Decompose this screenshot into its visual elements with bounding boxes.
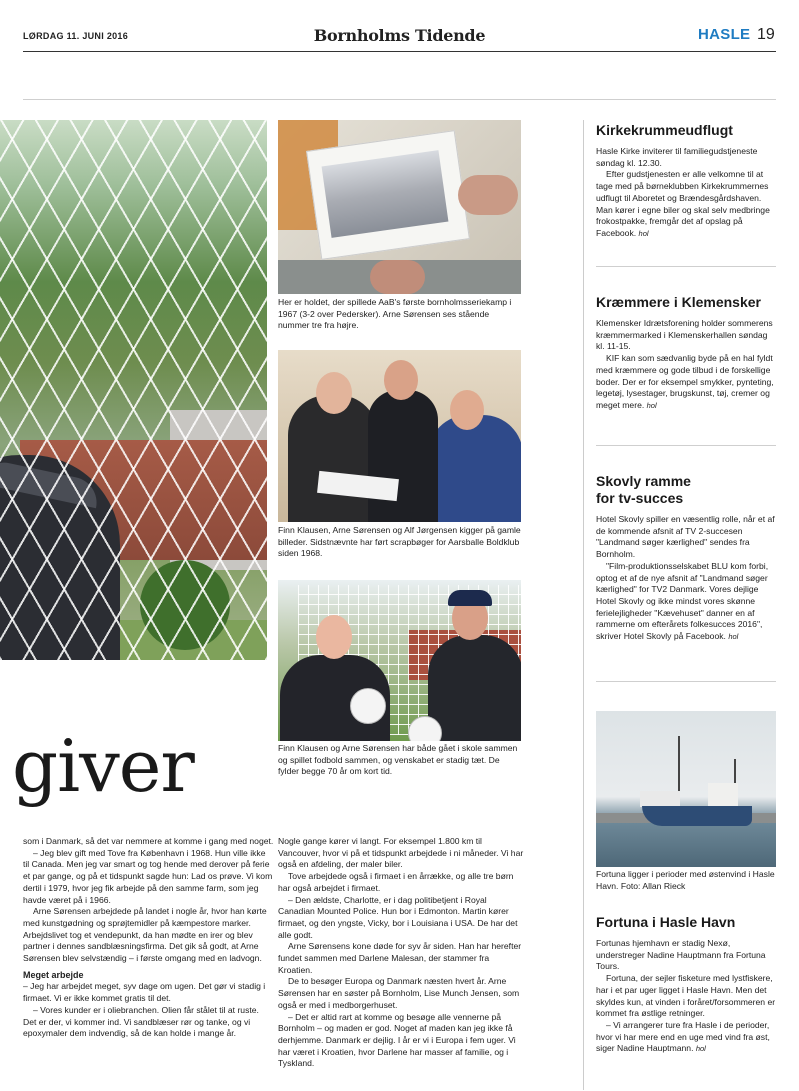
article-paragraph: Nogle gange kører vi langt. For eksempel 1.800 km til Vancouver, hvor vi på et tidspunkt arbejdede i ni måneder. Vi har også en afdeling, der maler biler.	[278, 836, 524, 870]
divider-rule	[23, 99, 776, 100]
brief-title-skovly	[596, 473, 781, 507]
article-paragraph: – Jeg har arbejdet meget, syv dage om ugen. Det gør vi stadig i firmaet. Vi er ikke kommet gratis til det.	[23, 981, 266, 1004]
brief-paragraph: – Vi arrangerer ture fra Hasle i de perioder, hvor vi har mere end en uge med vind fra øst, siger Nadine Hauptmann. hol	[596, 1019, 770, 1054]
photo-team-picture	[278, 120, 521, 294]
sidebar-divider	[583, 120, 584, 1090]
article-paragraph: Arne Sørensen arbejdede på landet i nogle år, hvor han kørte med kunstgødning og sprøjtemidler på kæmpestore marker. Arbejdslivet tog et vendepunkt, da han mødte en irer og blev partner i dennes sandblæsningsfirma. Det gik så godt, at Arne Sørensen blev selvstændig – i første omgang med en ladvogn.	[23, 906, 267, 964]
photo-caption-2: Finn Klausen, Arne Sørensen og Alf Jørgensen kigger på gamle billeder. Sidstnævnte har ført scrapbøger for Aarsballe Boldklub siden 1968.	[278, 525, 521, 559]
brief-title-kraemmere: Kræmmere i Klemensker	[596, 294, 761, 310]
brief-paragraph: Hasle Kirke inviterer til familiegudstjeneste søndag kl. 12.30.	[596, 146, 758, 168]
photo-three-men	[278, 350, 521, 522]
main-photo-goal-net	[0, 120, 267, 660]
brief-paragraph: Fortunas hjemhavn er stadig Nexø, understreger Nadine Hauptmann fra Fortuna Tours.	[596, 938, 766, 972]
issue-date: LØRDAG 11. JUNI 2016	[23, 31, 129, 41]
brief-paragraph: Hotel Skovly spiller en væsentlig rolle, når et af de kommende afsnit af TV 2-succesen "Landmand søger kærlighed" sendes fra Bornholm.	[596, 514, 775, 560]
brief-divider	[596, 266, 776, 267]
article-subheading: Meget arbejde	[23, 969, 84, 980]
article-paragraph: – Den ældste, Charlotte, er i dag politibetjent i Royal Canadian Mounted Police. Hun bor i Edmonton. Martin kører firmaet, og den yngste, Vicky, bor i Louisiana i USA. De har det alle godt.	[278, 894, 518, 940]
photo-caption-3: Finn Klausen og Arne Sørensen har både gået i skole sammen og spillet fodbold sammen, og venskabet er stadig tæt. De fylder begge 70 år om kort tid.	[278, 743, 518, 777]
newspaper-masthead: Bornholms Tidende	[313, 26, 486, 45]
headline-fragment: giver	[12, 724, 194, 808]
article-paragraph: Tove arbejdede også i firmaet i en årrække, og alle tre børn har også arbejdet i firmaet.	[278, 871, 514, 893]
brief-paragraph: Efter gudstjenesten er alle velkomne til at tage med på børneklubben Kirkekrummernes udflugt til Aboretet og Brændesgårdshaven. Man kører i egne biler og skal selv medbringe frokostpakke, fremgår det af opslag på Facebook. hol	[596, 169, 770, 238]
photo-two-men-football	[278, 580, 521, 741]
page-number: 19	[757, 26, 775, 43]
photo-fortuna-boat	[596, 711, 776, 867]
article-paragraph: Arne Sørensens kone døde for syv år siden. Han har herefter fundet sammen med Darlene Malesan, der stammer fra Kroatien.	[278, 941, 522, 975]
article-paragraph: – Vores kunder er i oliebranchen. Olien får stålet til at ruste. Det er der, vi kommer ind. Vi sandblæser rør og tanke, og vi epoxymaler dem indvendig, så de kan holde i mange år.	[23, 1004, 259, 1039]
brief-title-fortuna: Fortuna i Hasle Havn	[596, 914, 736, 930]
brief-divider	[596, 681, 776, 682]
brief-title-line: for tv-succes	[596, 490, 684, 506]
brief-body-skovly	[596, 514, 778, 643]
brief-title-kirkekrummeudflugt: Kirkekrummeudflugt	[596, 122, 733, 138]
header-rule	[23, 51, 776, 52]
photo-caption-fortuna: Fortuna ligger i perioder med østenvind i Hasle Havn. Foto: Allan Rieck	[596, 869, 775, 891]
brief-title-line: Skovly ramme	[596, 473, 691, 489]
brief-body-kirkekrummeudflugt	[596, 146, 778, 240]
brief-paragraph: Klemensker Idrætsforening holder sommerens kræmmermarked i Klemenskerhallen søndag kl. 11-15.	[596, 318, 773, 352]
brief-divider	[596, 445, 776, 446]
article-paragraph: De to besøger Europa og Danmark næsten hvert år. Arne Sørensen har en søster på Bornholm, Lise Munch Jensen, som også er med i medborgerhuset.	[278, 976, 520, 1010]
section-name: HASLE	[698, 26, 751, 43]
brief-body-kraemmere	[596, 318, 778, 412]
brief-body-fortuna	[596, 938, 778, 1055]
brief-paragraph: "Film-produktionsselskabet BLU kom forbi, optog et af de nye afsnit af "Landmand søger kærlighed" for TV2 Danmark. Vores dejlige Hotel Skovly og ikke mindst vores skønne ferielejligheder "Kævehuset" danner en af rammerne om efterårets folkesucces 2016", skriver Hotel Skovly på Facebook. hol	[596, 560, 769, 642]
article-paragraph: som i Danmark, så det var nemmere at komme i gang med noget.	[23, 836, 274, 846]
brief-paragraph: KIF kan som sædvanlig byde på en hal fyldt med kræmmere og gode tilbud i de forskellige boder. Der er for eksempel smykker, pynteting, legetøj, lysestager, brugskunst, tøj, cremer og meget mere. hol	[596, 353, 774, 410]
brief-paragraph: Fortuna, der sejler fisketure med lystfiskere, har i et par uger ligget i Hasle Havn. Men det skyldes kun, at vinden i foråret/forsommeren er kommet fra østlige retninger.	[596, 973, 776, 1019]
article-paragraph: – Jeg blev gift med Tove fra København i 1968. Hun ville ikke til Canada. Men jeg var smart og tog hende med derover på ferie et par gange, og på et tidspunkt sagde hun: Lad os prøve. Vi kom dertil i 1979, hvor jeg fik arbejde på den samme farm, som jeg havde været på i 1966.	[23, 847, 273, 905]
photo-caption-1: Her er holdet, der spillede AaB's første bornholmsseriekamp i 1967 (3-2 over Pedersker). Arne Sørensen ses stående nummer tre fra højre.	[278, 297, 512, 331]
article-column-1	[23, 836, 274, 1040]
article-column-2	[278, 836, 524, 1070]
article-paragraph: – Det er altid rart at komme og besøge alle vennerne på Bornholm – og maden er god. Noget af maden kan jeg ikke få derhjemme. Danmark er dejlig. I år er vi i Europa i fem uger. Vi har været i Kroatien, hvor Darlene har masser af familie, og i Tyskland.	[278, 1011, 516, 1069]
